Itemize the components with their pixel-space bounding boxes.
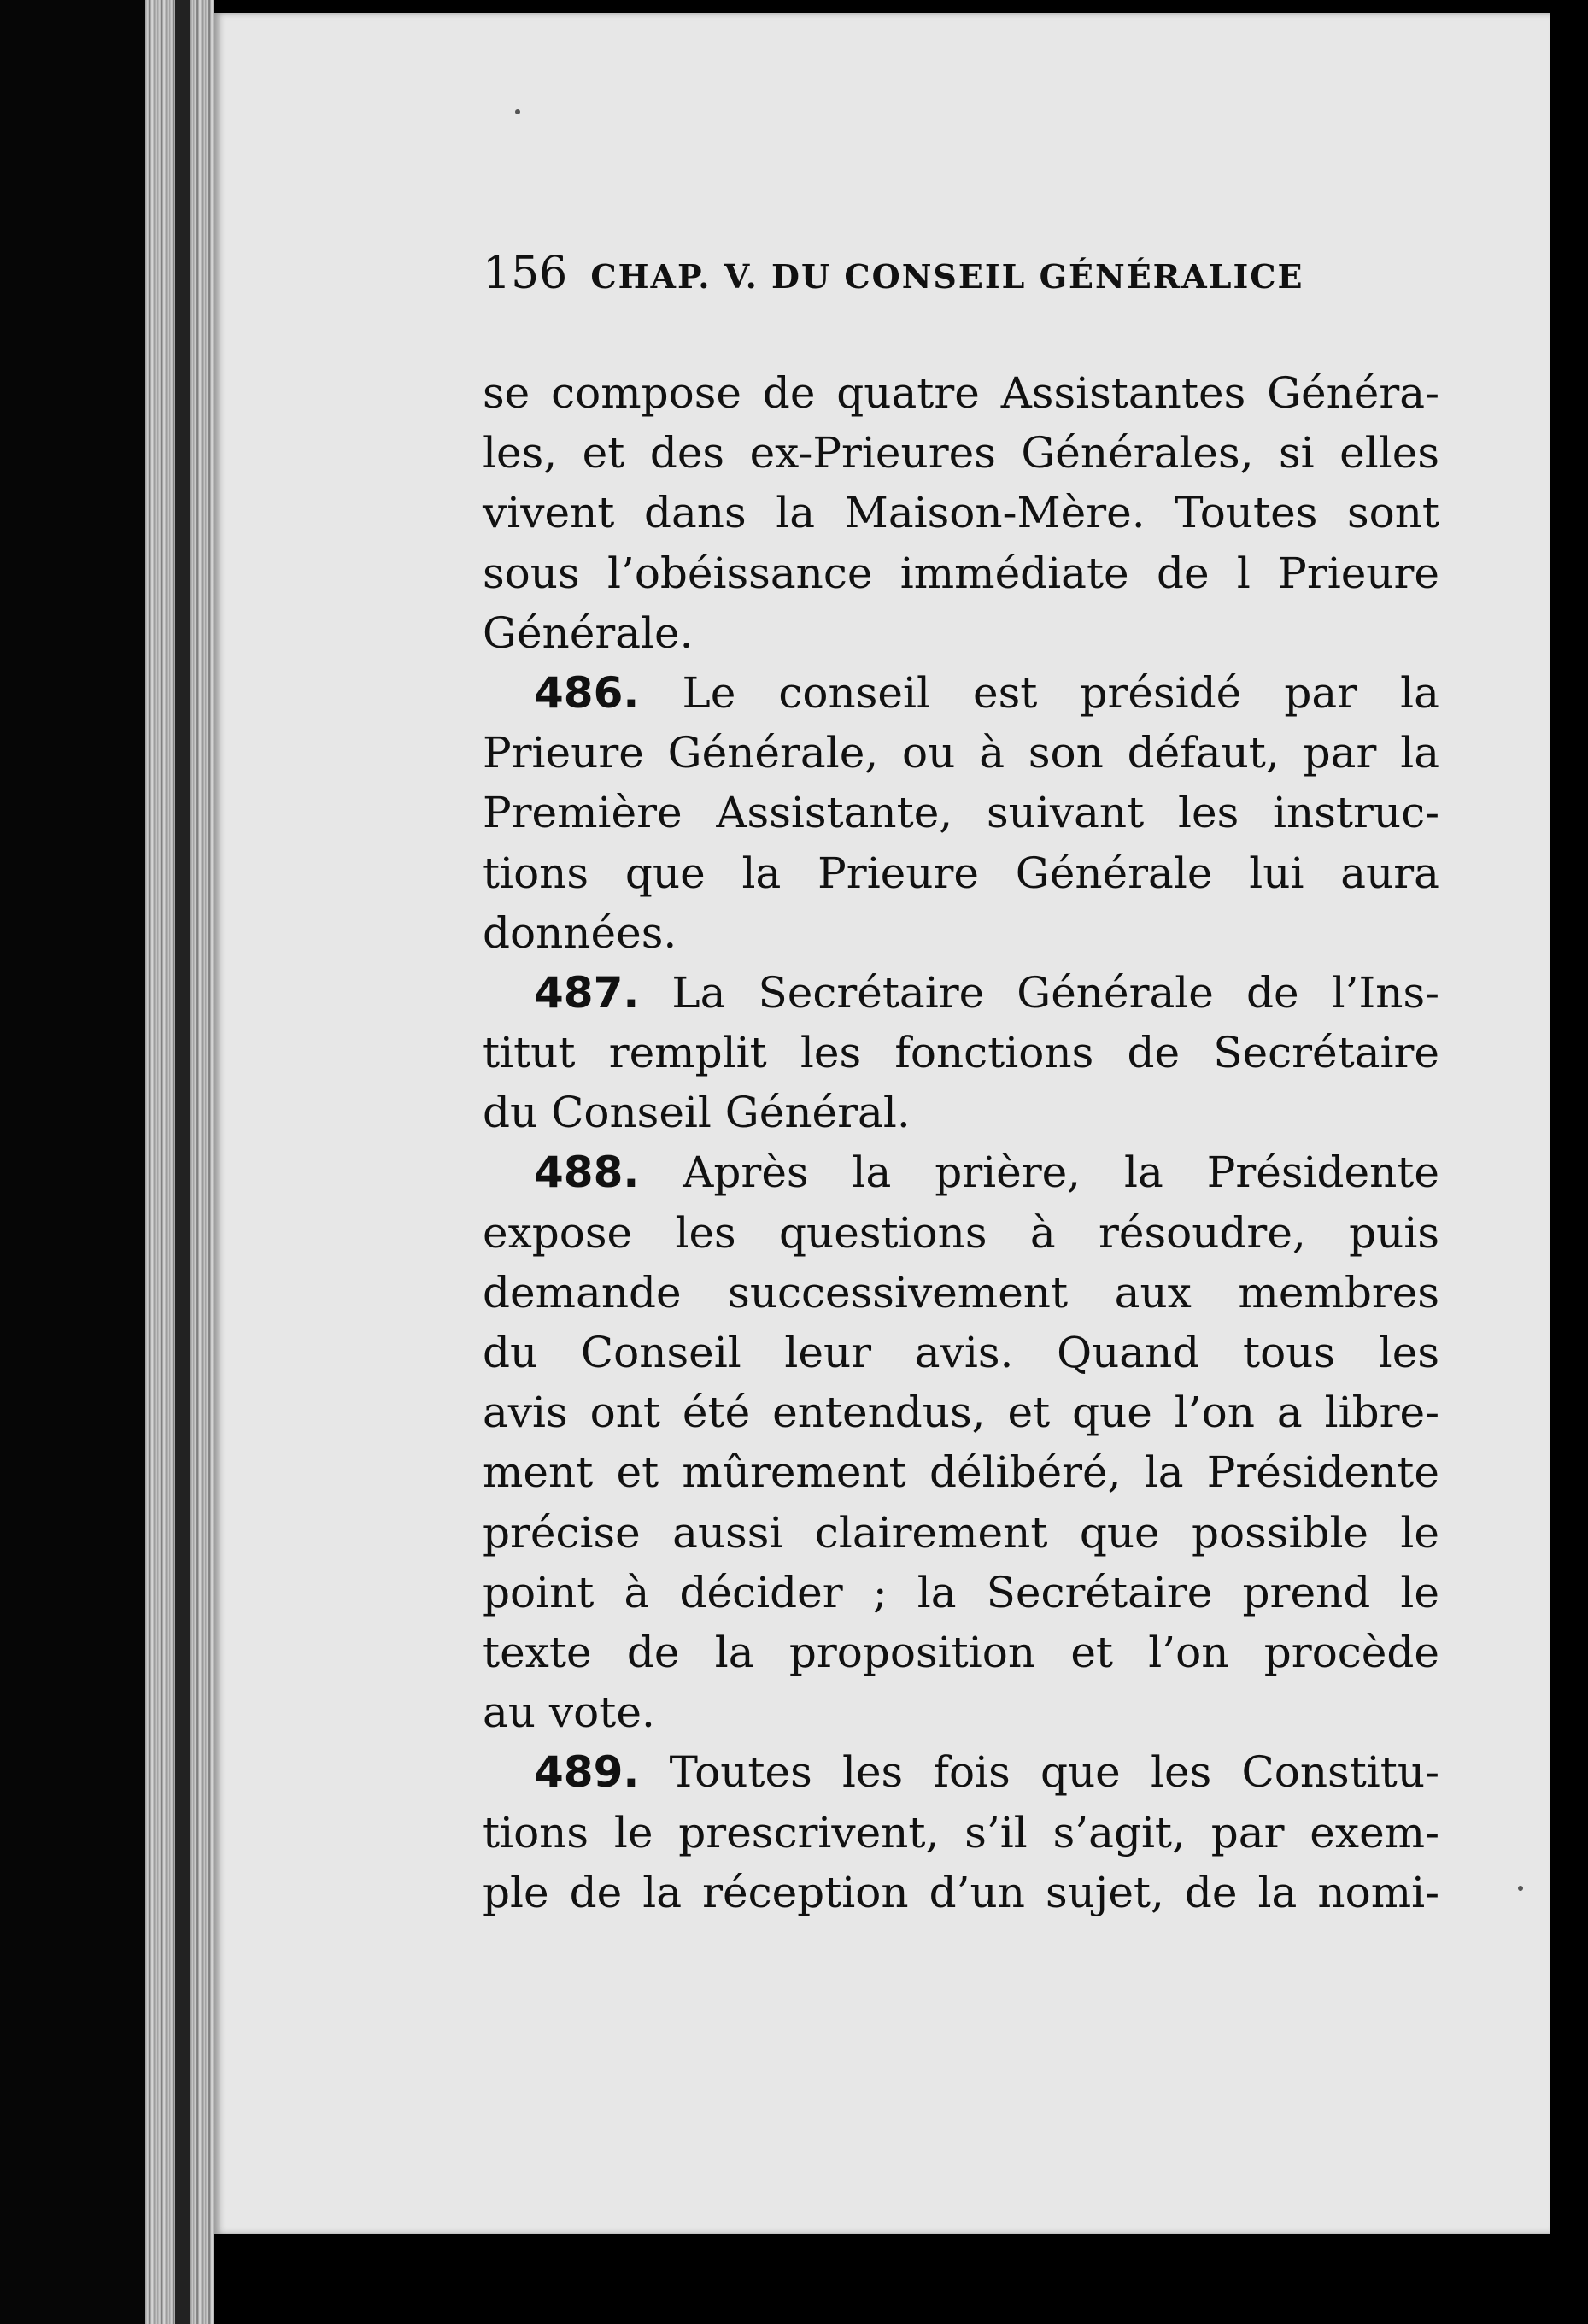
line-text: texte de la proposition et l’on procède <box>483 1627 1439 1677</box>
line-text: tions le prescrivent, s’il s’agit, par exem- <box>483 1807 1439 1857</box>
line-text: vivent dans la Maison-Mère. Toutes sont <box>483 488 1439 538</box>
text-line <box>483 1263 1439 1323</box>
line-text: les, et des ex-Prieures Générales, si elles <box>483 428 1439 478</box>
scan-speck <box>515 109 520 114</box>
line-text: Toutes les fois que les Constitu- <box>639 1747 1439 1798</box>
line-text: titut remplit les fonctions de Secrétaire <box>483 1028 1439 1078</box>
line-text: du Conseil leur avis. Quand tous les <box>483 1328 1439 1377</box>
line-text: tions que la Prieure Générale lui aura <box>483 848 1439 898</box>
text-line <box>483 1323 1439 1382</box>
line-text: Générale. <box>483 607 694 658</box>
line-text: sous l’obéissance immédiate de l Prieure <box>483 548 1439 598</box>
paragraph-number: 486. <box>534 667 640 718</box>
body-text <box>483 363 1439 1922</box>
paragraph-start-line <box>483 663 1439 723</box>
line-text: précise aussi clairement que possible le <box>483 1507 1439 1558</box>
page-number: 156 <box>483 248 568 299</box>
text-line <box>483 1503 1439 1563</box>
paragraph-number: 489. <box>534 1747 640 1798</box>
scan-top-border <box>214 0 1588 13</box>
page-header <box>483 248 1439 299</box>
text-line <box>483 1083 1439 1142</box>
line-text: point à décider ; la Secrétaire prend le <box>483 1567 1439 1617</box>
text-line <box>483 603 1439 663</box>
paragraph-start-line <box>483 1142 1439 1202</box>
text-line <box>483 423 1439 483</box>
line-text: du Conseil Général. <box>483 1088 911 1138</box>
line-text: avis ont été entendus, et que l’on a libre- <box>483 1388 1439 1438</box>
line-text: ment et mûrement délibéré, la Présidente <box>483 1447 1439 1498</box>
text-line <box>483 843 1439 903</box>
scan-left-border <box>0 0 145 2324</box>
text-line <box>483 783 1439 842</box>
paragraph-number: 487. <box>534 967 640 1018</box>
text-line <box>483 723 1439 783</box>
text-line <box>483 363 1439 423</box>
text-line <box>483 1203 1439 1263</box>
line-text: expose les questions à résoudre, puis <box>483 1207 1439 1258</box>
scan-right-border <box>1550 0 1588 2324</box>
text-line <box>483 1442 1439 1502</box>
scan-bottom-border <box>214 2234 1588 2324</box>
line-text: Prieure Générale, ou à son défaut, par la <box>483 728 1439 778</box>
line-text: Première Assistante, suivant les instruc- <box>483 788 1439 838</box>
text-line <box>483 1563 1439 1623</box>
text-line <box>483 543 1439 603</box>
paragraph-start-line <box>483 963 1439 1023</box>
book-spine-shadow <box>175 0 190 2324</box>
text-line <box>483 1623 1439 1682</box>
line-text: se compose de quatre Assistantes Généra- <box>483 368 1439 418</box>
line-text: ple de la réception d’un sujet, de la nomi- <box>483 1867 1439 1917</box>
line-text: au vote. <box>483 1687 655 1738</box>
text-line <box>483 483 1439 543</box>
text-line <box>483 903 1439 963</box>
running-head: CHAP. V. DU CONSEIL GÉNÉRALICE <box>590 257 1304 296</box>
text-line <box>483 1863 1439 1922</box>
line-text: Après la prière, la Présidente <box>639 1147 1439 1198</box>
line-text: demande successivement aux membres <box>483 1267 1439 1318</box>
line-text: La Secrétaire Générale de l’Ins- <box>639 967 1439 1018</box>
paragraph-number: 488. <box>534 1147 640 1198</box>
paragraph-start-line <box>483 1742 1439 1802</box>
line-text: Le conseil est présidé par la <box>639 667 1439 718</box>
text-line <box>483 1023 1439 1083</box>
text-line <box>483 1382 1439 1442</box>
scan-speck <box>1518 1886 1523 1891</box>
text-line <box>483 1803 1439 1863</box>
line-text: données. <box>483 907 677 958</box>
text-line <box>483 1682 1439 1742</box>
